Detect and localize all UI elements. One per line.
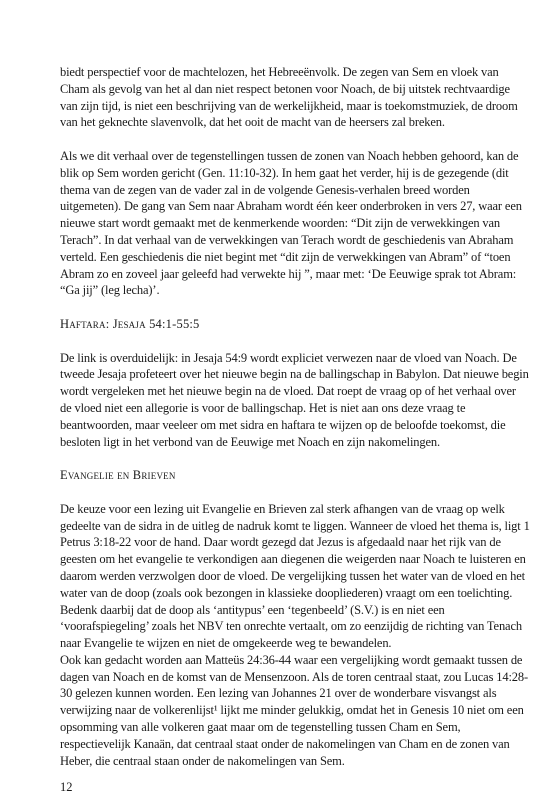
page-body xyxy=(60,64,530,786)
page-number: 12 xyxy=(60,780,73,794)
paragraph-evangelie-2: Ook kan gedacht worden aan Matteüs 24:36-44 waar een vergelijking wordt gemaakt tussen de dagen van Noach en de komst van de Mensenzoon. Als de toren centraal staat, zou Lucas 14:28-30 gelezen kunnen worden. Een lezing van Johannes 21 over de wonderbare visvangst als verwijzing naar de volkerenlijst¹ lijkt me minder gelukkig, omdat het in Genesis 10 niet om een opsomming van alle volkeren gaat maar om de tegenstelling tussen Cham en Sem, respectievelijk Kanaän, dat centraal staat onder de nakomelingen van Cham en de zonen van Heber, die centraal staan onder de nakomelingen van Sem. xyxy=(60,652,528,768)
section-heading-haftara: Haftara: Jesaja 54:1-55:5 xyxy=(60,316,200,331)
paragraph-haftara: De link is overduidelijk: in Jesaja 54:9 wordt expliciet verwezen naar de vloed van Noach. De tweede Jesaja profeteert over het nieuwe begin na de ballingschap in Babylon. Dat nieuwe begin wordt vergeleken met het nieuwe begin na de vloed. Dat roept de vraag op of het verhaal over de vloed niet een allegorie is voor de ballingschap. Het is niet aan ons deze vraag te beantwoorden, maar veeleer om met sidra en haftara te wijzen op de beloofde toekomst, die besloten ligt in het verbond van de Eeuwige met Noach en zijn nakomelingen. xyxy=(60,350,529,449)
paragraph-sem: Als we dit verhaal over de tegenstellingen tussen de zonen van Noach hebben gehoord, kan de blik op Sem worden gericht (Gen. 11:10-32). In hem gaat het verder, hij is de gezegende (dit thema van de zegen van de vader zal in de volgende Genesis-verhalen breed worden uitgemeten). De gang van Sem naar Abraham wordt één keer onderbroken in vers 27, waar een nieuwe start wordt gemaakt met de kenmerkende woorden: “Dit zijn de verwekkingen van Terach”. In dat verhaal van de verwekkingen van Terach wordt de geschiedenis van Abraham verteld. Een geschiedenis die niet begint met “dit zijn de verwekkingen van Abram” of “toen Abram zo en zoveel jaar geleefd had verwekte hij ”, maar met: ‘De Eeuwige sprak tot Abram: “Ga jij” (leg lecha)’. xyxy=(60,148,522,298)
paragraph-intro: biedt perspectief voor de machtelozen, het Hebreeënvolk. De zegen van Sem en vloek van Cham als gevolg van het al dan niet respect betonen voor Noach, de bij uitstek rechtvaardige van zijn tijd, is niet een beschrijving van de werkelijkheid, maar is toekomstmuziek, de droom van het geknechte slavenvolk, dat het ooit de macht van de heersers zal breken. xyxy=(60,65,518,130)
paragraph-evangelie-1: De keuze voor een lezing uit Evangelie en Brieven zal sterk afhangen van de vraag op welk gedeelte van de sidra in de uitleg de nadruk komt te liggen. Wanneer de vloed het thema is, ligt 1 Petrus 3:18-22 voor de hand. Daar wordt gezegd dat Jezus is afgedaald naar het rijk van de geesten om het evangelie te verkondigen aan diegenen die weigerden naar Noach te luisteren en daarom werden verzwolgen door de vloed. De vergelijking tussen het water van de vloed en het water van de doop (zoals ook bezongen in klassieke doopliederen) vraagt om een toelichting. Bedenk daarbij dat de doop als ‘antitypus’ een ‘tegenbeeld’ (S.V.) is en niet een ‘voorafspiegeling’ zoals het NBV ten onrechte vertaalt, om zo eenzijdig de richting van Tenach naar Evangelie te wijzen en niet de omgekeerde weg te bewandelen. xyxy=(60,501,530,651)
section-heading-evangelie: Evangelie en Brieven xyxy=(60,468,176,483)
